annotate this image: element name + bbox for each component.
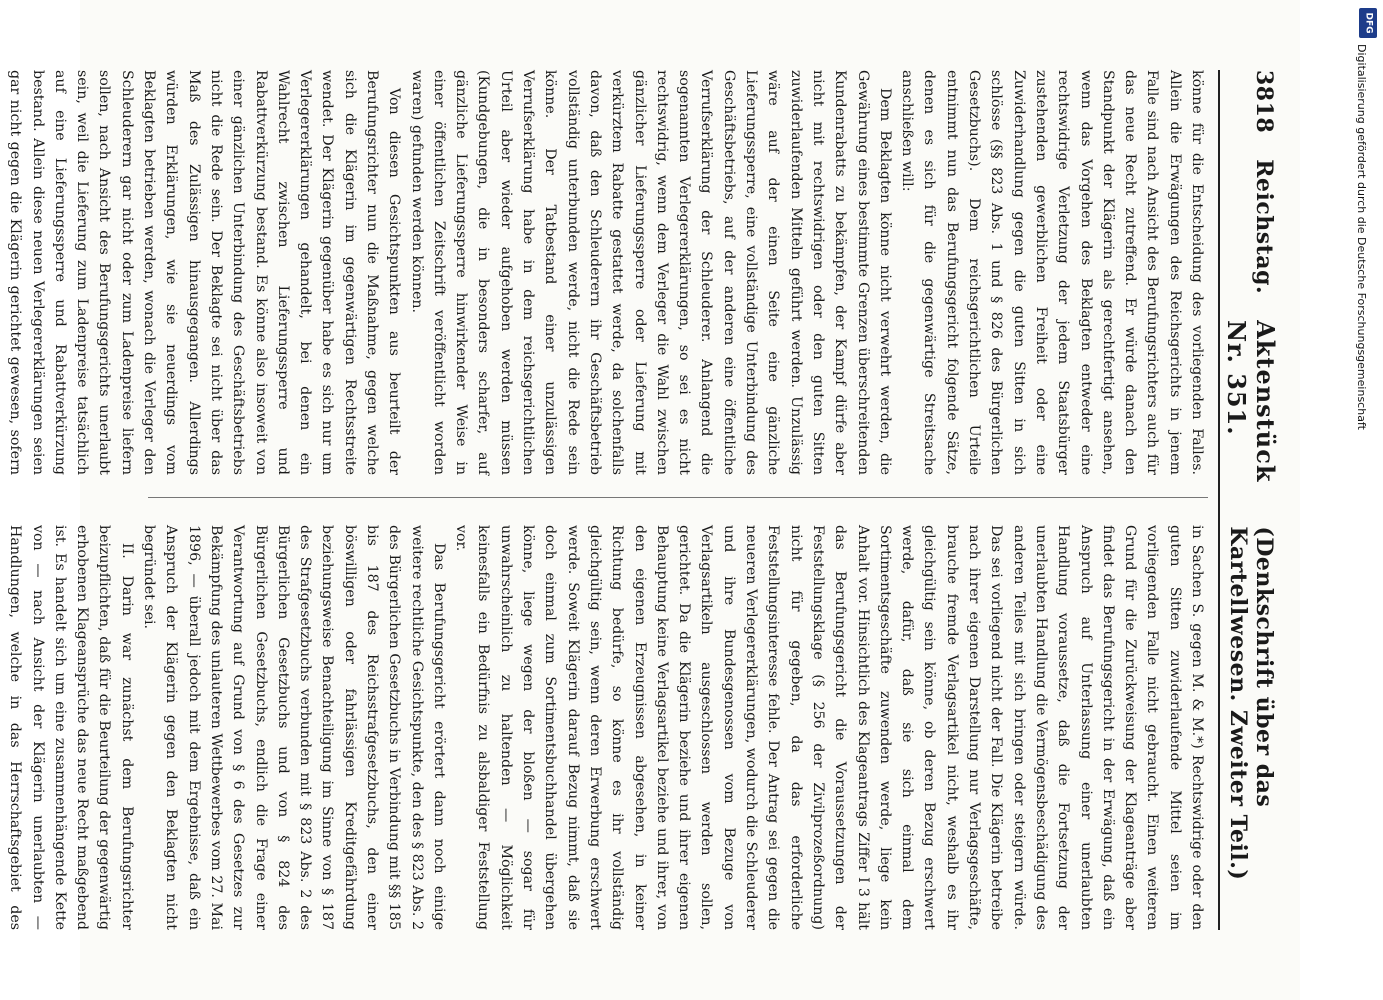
left-column xyxy=(7,70,1208,475)
dfg-logo-text: DFG xyxy=(1363,12,1374,34)
right-column xyxy=(7,525,1208,930)
paragraph: in Sachen S. gegen M. & M.*) Rechtswidrige oder den guten Sitten zuwiderlaufende Mittel seien im vorliegenden Falle nicht gebraucht. Einen weiteren Grund für die Zurückweisung der Klageanträge aber findet das Berufungsgericht in der Erwägung, daß ein Anspruch auf Unterlassung einer unerlaubten Handlung voraussetze, daß die Fortsetzung der unerlaubten Handlung die Vermögensbeschädigung des anderen Teiles mit sich bringen oder steigern würde. Das sei vorliegend nicht der Fall. Die Klägerin betreibe nach ihrer eigenen Darstellung nur Verlagsgeschäfte, brauche fremde Verlagsartikel nicht, weshalb es ihr gleichgültig sein könne, ob deren Bezug erschwert werde, dafür, daß sie sich einmal dem Sortimentsgeschäfte zuwenden werde, liege kein Anhalt vor. Hinsichtlich des Klageantrags Ziffer I 3 hält das Berufungsgericht die Voraussetzungen der Feststellungsklage (§ 256 der Zivilprozeßordnung) nicht für gegeben, da das erforderliche Feststellungsinteresse fehle. Der Antrag sei gegen die neueren Verlegererklärungen, wodurch die Schleuderer und ihre Bundesgenossen vom Bezuge von Verlagsartikeln ausgeschlossen werden sollen, gerichtet. Da die Klägerin beziehe und ihrer eigenen Behauptung keine Verlagsartikel beziehe und ihrer, von den eigenen Erzeugnissen abgesehen, in keiner Richtung bedürfe, so könne es ihr vollständig gleichgültig sein, wenn deren Erwerbung erschwert werde. Soweit Klägerin darauf Bezug nimmt, daß sie doch einmal zum Sortimentsbuchhandel übergehen könne, liege wegen der bloßen — sogar für unwahrscheinlich zu haltenden — Möglichkeit keinesfalls ein Bedürfnis zu alsbaldiger Feststellung vor. xyxy=(453,525,1205,930)
paragraph: Dem Beklagten könne nicht verwehrt werden, die Gewährung eines bestimmte Grenzen überschreitenden Kundenrabatts zu bekämpfen, der Kampf dürfe aber nicht mit rechtswidrigen oder den guten Sitten zuwiderlaufenden Mitteln geführt werden. Unzulässig wäre auf der einen Seite eine gänzliche Lieferungssperre, eine vollständige Unterbindung des Geschäftsbetriebs, auf der anderen eine öffentliche Verrufserklärung der Schleuderer. Anlangend die sogenannten Verlegererklärungen, so sei es nicht rechtswidrig, wenn dem Verleger die Wahl zwischen gänzlicher Lieferungssperre oder Lieferung mit verkürztem Rabatte gestattet werde, da solchenfalls davon, daß den Schleuderern ihr Geschäftsbetrieb vollständig unterbunden werde, nicht die Rede sein könne. Der Tatbestand einer unzulässigen Verrufserklärung habe in dem reichsgerichtlichen Urteil aber wieder aufgehoben werden müssen (Kundgebungen, die in besonders scharfer, auf gänzliche Lieferungssperre hinwirkender Weise in einer öffentlichen Zeitschrift veröffentlicht worden waren) gefunden werden können. xyxy=(408,70,893,475)
column-divider xyxy=(148,497,1208,498)
header-body: Reichstag. xyxy=(1251,159,1277,295)
document-page xyxy=(7,0,1300,1000)
page-number: 3818 xyxy=(1251,70,1277,134)
header-title: (Denkschrift über das Kartellwesen. Zweiter Teil.) xyxy=(1225,526,1277,881)
paragraph: könne für die Entscheidung des vorliegenden Falles. Allein die Erwägungen des Reichsgerichts in jenem Falle sind nach Ansicht des Berufungsrichters auch für das neue Recht zutreffend. Er würde danach den Standpunkt der Klägerin als gerechtfertigt ansehen, wenn das Vorgehen des Beklagten entweder eine rechtswidrige Verletzung der jedem Staatsbürger zustehenden gewerblichen Freiheit oder eine Zuwiderhandlung gegen die guten Sitten in sich schlösse (§§ 823 Abs. 1 und § 826 des Bürgerlichen Gesetzbuchs). Dem reichsgerichtlichen Urteile entnimmt nun das Berufungsgericht folgende Sätze, denen es sich für die gegenwärtige Streitsache anschließen will: xyxy=(899,70,1205,475)
paragraph: II. Darin war zunächst dem Berufungsrichter beizupflichten, daß für die Beurteilung der gegenwärtig erhobenen Klageansprüche das neue Recht maßgebend ist. Es handelt sich um eine zusammenhängende Kette von — nach Ansicht der Klägerin unerlaubten — Handlungen, welche in das Herrschaftsgebiet des xyxy=(7,525,135,930)
page-header xyxy=(1218,70,1280,930)
document-number: Aktenstück Nr. 351. xyxy=(1222,320,1280,483)
dfg-logo-icon xyxy=(1359,8,1377,38)
digitization-note: Digitalisierung gefördert durch die Deutsche Forschungsgemeinschaft xyxy=(1355,44,1368,430)
paragraph: Das Berufungsgericht erörtert dann noch einige weitere rechtliche Gesichtspunkte, den des § 823 Abs. 2 des Bürgerlichen Gesetzbuchs in Verbindung mit §§ 185 bis 187 des Reichsstrafgesetzbuchs, den einer böswilligen oder fahrlässigen Kreditgefährdung beziehungsweise Benachteiligung im Sinne von § 187 des Strafgesetzbuchs verbunden mit § 823 Abs. 2 des Bürgerlichen Gesetzbuchs und von § 824 des Bürgerlichen Gesetzbuchs, endlich die Frage einer Verantwortung auf Grund von § 6 des Gesetzes zur Bekämpfung des unlauteren Wettbewerbes vom 27. Mai 1896, — überall jedoch mit dem Ergebnisse, daß ein Anspruch der Klägerin gegen den Beklagten nicht begründet sei. xyxy=(141,525,447,930)
paragraph: Von diesen Gesichtspunkten aus beurteilt der Berufungsrichter nun die Maßnahme, gegen welche sich die Klägerin im gegenwärtigen Rechtsstreite wendet. Der Klägerin gegenüber habe es sich nur um Verlegererklärungen gehandelt, bei denen ein Wahlrecht zwischen Lieferungssperre und Rabattverkürzung bestand. Es könne also insoweit von einer gänzlichen Unterbindung des Geschäftsbetriebs nicht die Rede sein. Der Beklagte sei nicht über das Maß des Zulässigen hinausgegangen. Allerdings würden Erklärungen, wie sie neuerdings vom Beklagten betrieben werden, wonach die Verleger den Schleuderern gar nicht oder zum Ladenpreise liefern sollen, nach Ansicht des Berufungsgerichts unerlaubt sein, weil die Lieferung zum Ladenpreise tatsächlich auf eine Lieferungssperre und Rabattverkürzung bestand. Allein diese neuen Verlegererklärungen seien gar nicht gegen die Klägerin gerichtet gewesen, sofern xyxy=(7,70,403,475)
